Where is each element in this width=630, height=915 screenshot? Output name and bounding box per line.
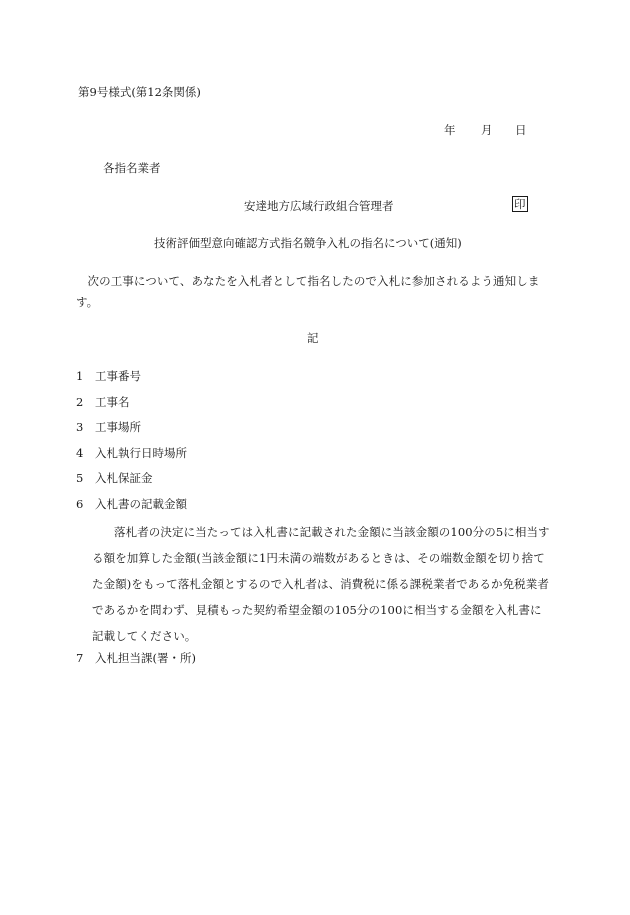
- list-item: [76, 496, 187, 512]
- form-number: 第9号様式(第12条関係): [78, 85, 201, 99]
- sender-name: 安達地方広域行政組合管理者: [244, 199, 394, 213]
- item-number: 4: [76, 446, 84, 460]
- date-month-label: 月: [481, 123, 493, 137]
- list-item: [76, 650, 196, 666]
- item-number: 1: [76, 369, 84, 383]
- date-year-label: 年: [444, 123, 456, 137]
- list-item: [76, 470, 153, 486]
- list-item: [76, 445, 187, 461]
- document-title: 技術評価型意向確認方式指名競争入札の指名について(通知): [154, 236, 462, 250]
- list-item: [76, 419, 141, 435]
- item-6-detail-paragraph: 落札者の決定に当たっては入札書に記載された金額に当該金額の100分の5に相当する額を加算した金額(当該金額に1円未満の端数があるときは、その端数金額を切り捨てた金額)をもって落札金額とするので入札者は、消費税に係る課税業者であるか免税業者であるかを問わず、見積もった契約希望金額の105分の100に相当する金額を入札書に記載してください。: [92, 525, 550, 643]
- item-number: 3: [76, 420, 84, 434]
- list-item: [76, 368, 141, 384]
- item-number: 6: [76, 497, 84, 511]
- list-item: [76, 394, 130, 410]
- item-label: 工事名: [95, 395, 130, 409]
- item-label: 入札保証金: [95, 471, 153, 485]
- item-number: 5: [76, 471, 84, 485]
- recipient: 各指名業者: [103, 161, 161, 175]
- date-day-label: 日: [515, 123, 527, 137]
- item-number: 2: [76, 395, 84, 409]
- item-label: 工事場所: [95, 420, 141, 434]
- body-paragraph: 次の工事について、あなたを入札者として指名したので入札に参加されるよう通知します。: [76, 274, 540, 309]
- item-number: 7: [76, 651, 84, 665]
- item-label: 入札担当課(署・所): [95, 651, 196, 665]
- item-label: 入札執行日時場所: [95, 446, 187, 460]
- item-label: 入札書の記載金額: [95, 497, 187, 511]
- item-label: 工事番号: [95, 369, 141, 383]
- ki-heading: 記: [307, 331, 319, 345]
- seal-mark: 印: [514, 197, 526, 211]
